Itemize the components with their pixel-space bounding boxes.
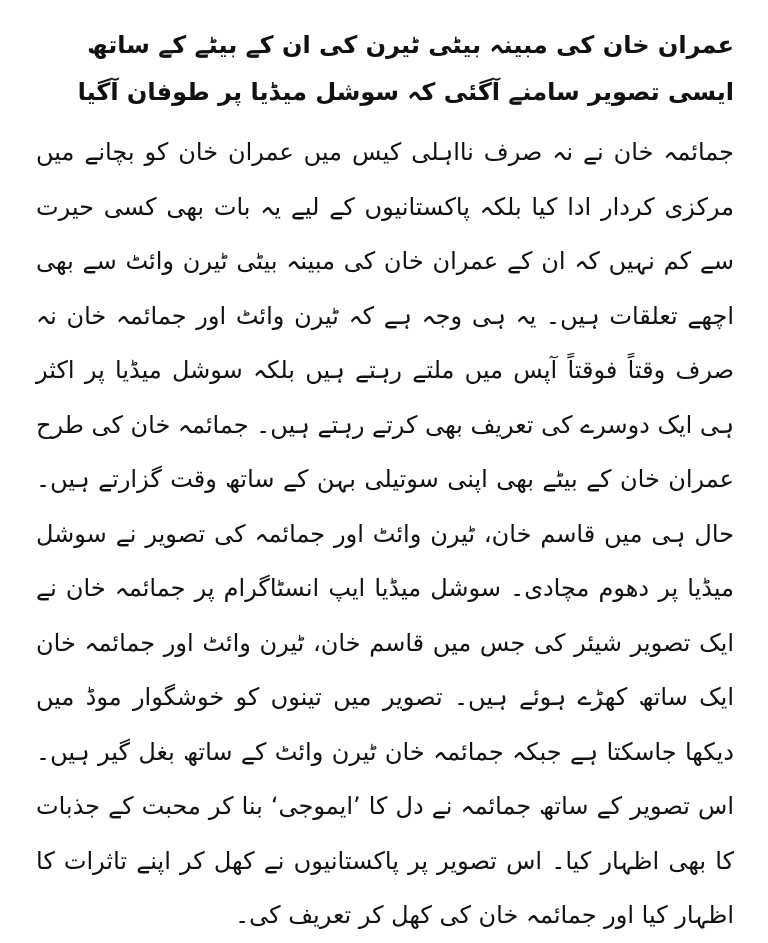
article-headline: عمران خان کی مبینہ بیٹی ٹیرن کی ان کے بیٹے کے ساتھ ایسی تصویر سامنے آگئی کہ سوشل میڈیا پر طوفان آگیا [77, 31, 734, 106]
article-body: جمائمہ خان نے نہ صرف نااہلی کیس میں عمران خان کو بچانے میں مرکزی کردار ادا کیا بلکہ پاکستانیوں کے لیے یہ بات بھی کسی حیرت سے کم نہیں کہ ان کے عمران خان کی مبینہ بیٹی ٹیرن وائٹ سے بھی اچھے تعلقات ہیں۔ یہ ہی وجہ ہے کہ ٹیرن وائٹ اور جمائمہ خان نہ صرف وقتاً فوقتاً آپس میں ملتے رہتے ہیں بلکہ سوشل میڈیا پر اکثر ہی ایک دوسرے کی تعریف بھی کرتے رہتے ہیں۔ جمائمہ خان کی طرح عمران خان کے بیٹے بھی اپنی سوتیلی بہن کے ساتھ وقت گزارتے ہیں۔ حال ہی میں قاسم خان، ٹیرن وائٹ اور جمائمہ کی تصویر نے سوشل میڈیا پر دھوم مچادی۔ سوشل میڈیا ایپ انسٹاگرام پر جمائمہ خان نے ایک تصویر شیئر کی جس میں قاسم خان، ٹیرن وائٹ اور جمائمہ خان ایک ساتھ کھڑے ہوئے ہیں۔ تصویر میں تینوں کو خوشگوار موڈ میں دیکھا جاسکتا ہے جبکہ جمائمہ خان ٹیرن وائٹ کے ساتھ بغل گیر ہیں۔ اس تصویر کے ساتھ جمائمہ نے دل کا ’ایموجی‘ بنا کر محبت کے جذبات کا بھی اظہار کیا۔ اس تصویر پر پاکستانیوں نے کھل کر اپنے تاثرات کا اظہار کیا اور جمائمہ خان کی کھل کر تعریف کی۔ [35, 138, 734, 929]
